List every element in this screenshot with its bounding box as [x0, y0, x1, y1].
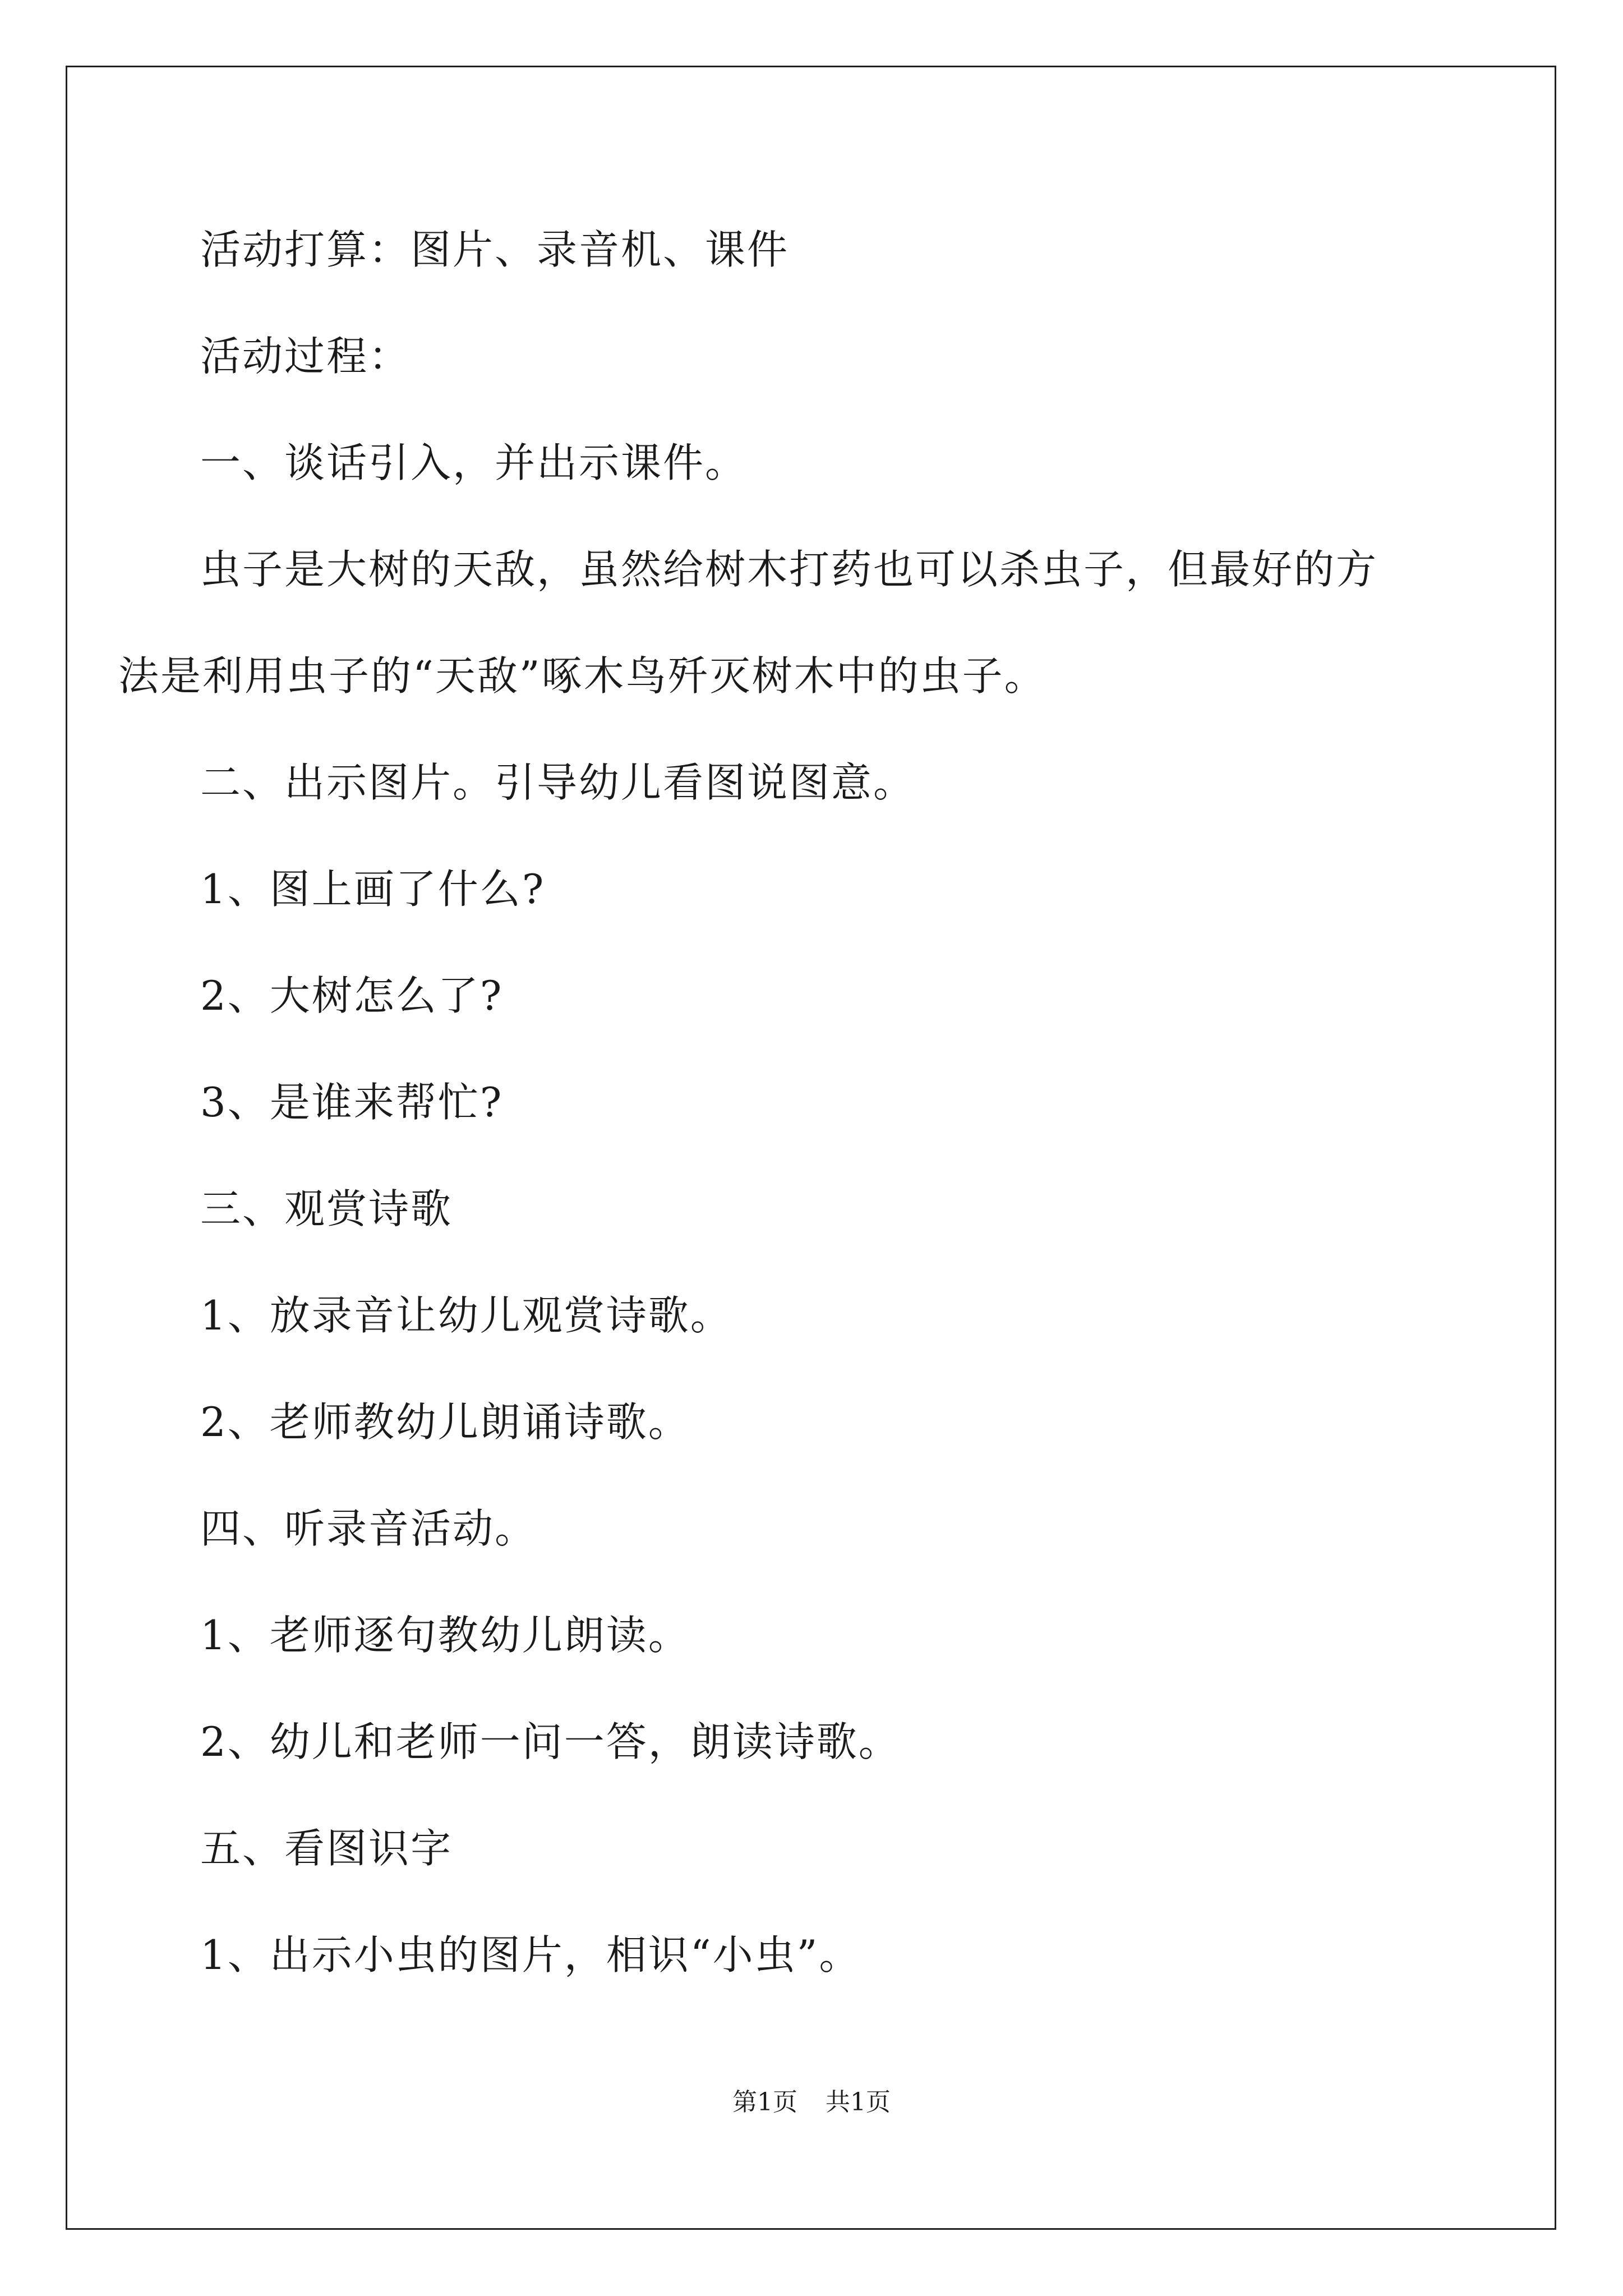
- paragraph-materials: 活动打算：图片、录音机、课件: [200, 226, 790, 273]
- paragraph-step-3-1: 1、放录音让幼儿观赏诗歌。: [200, 1292, 732, 1339]
- page-total-label: 共1页: [826, 2088, 891, 2116]
- page-number-label: 第1页: [732, 2088, 797, 2116]
- paragraph-section-4: 四、听录音活动。: [200, 1505, 537, 1552]
- paragraph-question-3: 3、是谁来帮忙?: [200, 1079, 504, 1126]
- paragraph-step-5-1: 1、出示小虫的图片，相识“小虫”。: [200, 1931, 861, 1978]
- page-border: [66, 66, 1556, 2230]
- paragraph-question-1: 1、图上画了什么?: [200, 866, 546, 913]
- paragraph-process-heading: 活动过程：: [200, 333, 411, 380]
- paragraph-section-5: 五、看图识字: [200, 1825, 453, 1872]
- paragraph-question-2: 2、大树怎么了?: [200, 972, 504, 1019]
- paragraph-intro-line-2: 法是利用虫子的“天敌”啄木鸟歼灭树木中的虫子。: [118, 652, 1046, 700]
- paragraph-section-1: 一、谈话引入，并出示课件。: [200, 439, 748, 486]
- paragraph-section-2: 二、出示图片。引导幼儿看图说图意。: [200, 759, 916, 806]
- paragraph-step-4-2: 2、幼儿和老师一问一答，朗读诗歌。: [200, 1718, 901, 1765]
- page-footer: [0, 2087, 1623, 2118]
- paragraph-step-4-1: 1、老师逐句教幼儿朗读。: [200, 1612, 690, 1659]
- paragraph-intro-line-1: 虫子是大树的天敌，虽然给树木打药也可以杀虫子，但最好的方: [200, 546, 1378, 593]
- paragraph-step-3-2: 2、老师教幼儿朗诵诗歌。: [200, 1398, 690, 1446]
- paragraph-section-3: 三、观赏诗歌: [200, 1185, 453, 1232]
